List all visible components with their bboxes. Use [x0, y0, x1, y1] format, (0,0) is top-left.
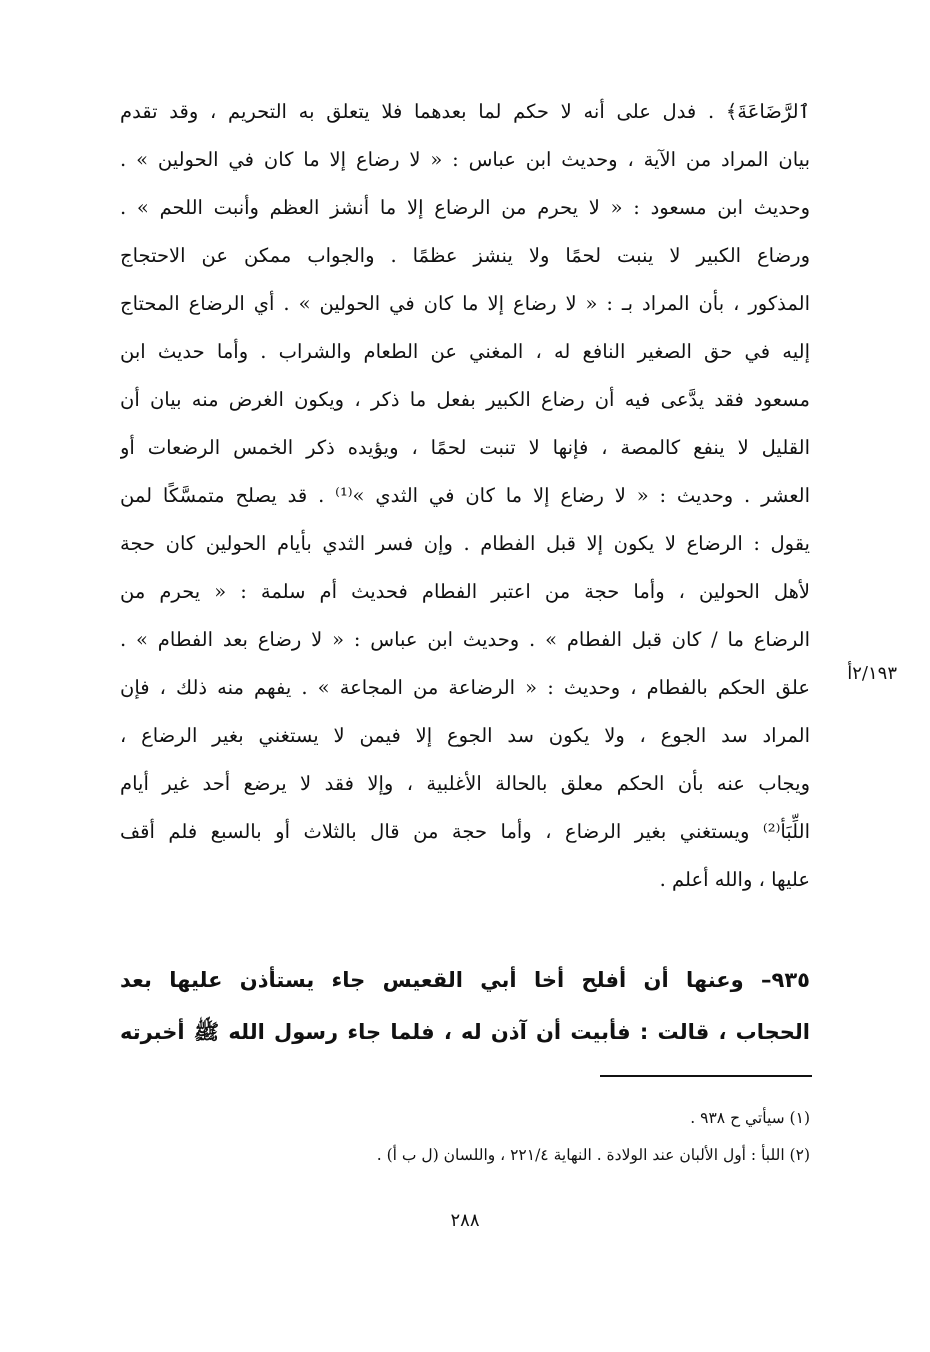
footnote: (٢) اللبأ : أول الألبان عند الولادة . النهاية ٢٢١/٤ ، واللسان (ل ب أ) . [376, 1146, 810, 1164]
commentary-line: إليه في حق الصغير النافع له ، المغني عن الطعام والشراب . وأما حديث ابن [120, 340, 810, 363]
footnote: (١) سيأتي ح ٩٣٨ . [690, 1109, 810, 1127]
commentary-line: علق الحكم بالفطام ، وحديث : « الرضاعة من المجاعة » . يفهم منه ذلك ، فإن [120, 676, 810, 699]
commentary-line: ورضاع الكبير لا ينبت لحمًا ولا ينشز عظمًا . والجواب ممكن عن الاحتجاج [120, 244, 810, 267]
commentary-line: ويجاب عنه بأن الحكم معلق بالحالة الأغلبية ، وإلا فقد لا يرضع أحد غير أيام [120, 772, 810, 795]
commentary-line: ٱلرَّضَاعَةَ﴾ . فدل على أنه لا حكم لما بعدهما فلا يتعلق به التحريم ، وقد تقدم [120, 100, 810, 123]
commentary-line: مسعود فقد يدَّعى فيه أن رضاع الكبير بفعل ما ذكر ، ويكون الغرض منه بيان أن [120, 388, 810, 411]
footnotes [120, 1100, 810, 1174]
commentary-line: بيان المراد من الآية ، وحديث ابن عباس : « لا رضاع إلا ما كان في الحولين » . [120, 148, 810, 171]
commentary-line: عليها ، والله أعلم . [659, 868, 810, 891]
hadith-text [120, 954, 810, 1058]
hadith-line: ٩٣٥– وعنها أن أفلح أخا أبي القعيس جاء يستأذن عليها بعد [120, 968, 810, 992]
footnote-separator [600, 1075, 812, 1077]
commentary-line: المذكور ، بأن المراد بـ : « لا رضاع إلا ما كان في الحولين » . أي الرضاع المحتاج [120, 292, 810, 315]
page-number: ٢٨٨ [450, 1210, 480, 1231]
commentary-line: وحديث ابن مسعود : « لا يحرم من الرضاع إلا ما أنشز العظم وأنبت اللحم » . [120, 196, 810, 219]
hadith-line: الحجاب ، قالت : فأبيت أن آذن له ، فلما جاء رسول الله ﷺ أخبرته [120, 1020, 810, 1044]
commentary-line: المراد سد الجوع ، ولا يكون سد الجوع إلا فيمن لا يستغني بغير الرضاع ، [120, 724, 810, 747]
manuscript-folio-marker: ٢/١٩٣أ [847, 663, 897, 684]
commentary-line: الرضاع ما / كان قبل الفطام » . وحديث ابن عباس : « لا رضاع بعد الفطام » . [120, 628, 810, 651]
commentary-line: لأهل الحولين ، وأما حجة من اعتبر الفطام فحديث أم سلمة : « يحرم من [120, 580, 810, 603]
commentary-line: العشر . وحديث : « لا رضاع إلا ما كان في الثدي »⁽¹⁾ . قد يصلح متمسَّكًا لمن [120, 484, 810, 507]
commentary-line: القليل لا ينفع كالمصة ، فإنها لا تنبت لحمًا ، ويؤيده ذكر الخمس الرضعات أو [120, 436, 810, 459]
commentary-line: يقول : الرضاع لا يكون إلا قبل الفطام . وإن فسر الثدي بأيام الحولين كان حجة [120, 532, 810, 555]
commentary-text [120, 88, 810, 904]
commentary-line: اللِّبَأ⁽²⁾ ويستغني بغير الرضاع ، وأما حجة من قال بالثلاث أو بالسبع فلم أقف [120, 820, 810, 843]
